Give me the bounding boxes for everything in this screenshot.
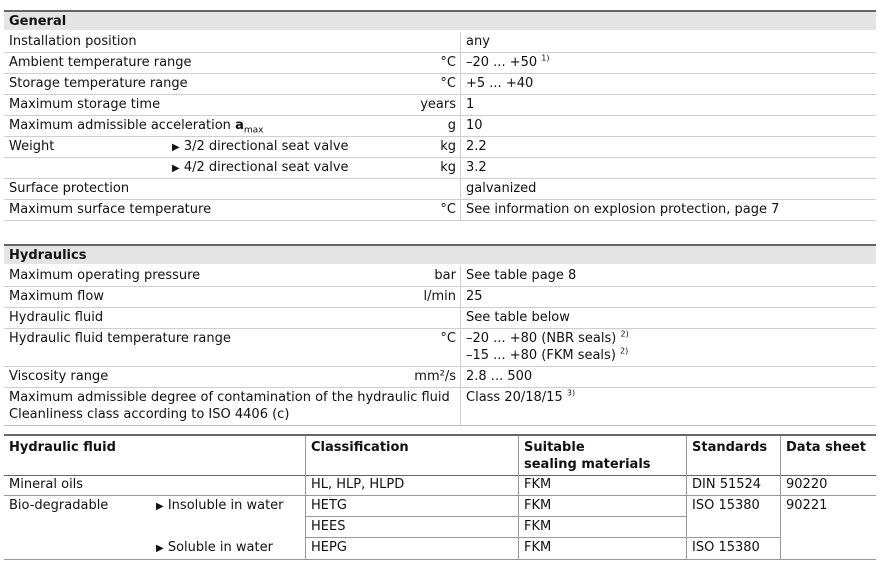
spec-value: –20 ... +50 $^{1)}$ bbox=[466, 53, 550, 70]
table-cell: ISO 15380 bbox=[692, 498, 760, 513]
spec-label: Surface protection bbox=[9, 181, 130, 196]
table-cell: FKM bbox=[524, 519, 552, 534]
table-cell: DIN 51524 bbox=[692, 477, 762, 492]
spec-row bbox=[4, 53, 876, 74]
spec-label: Installation position bbox=[9, 34, 137, 49]
triangle-bullet-icon: ▶ bbox=[172, 142, 180, 153]
table-cell: HETG bbox=[311, 498, 348, 513]
column-header: Hydraulic fluid bbox=[9, 440, 116, 455]
spec-row bbox=[4, 137, 876, 158]
hydraulics-section-header bbox=[4, 244, 876, 264]
spec-value: Class 20/18/15 $^{3)}$ bbox=[466, 388, 576, 405]
spec-unit: °C bbox=[440, 76, 456, 91]
spec-label: Hydraulic fluid bbox=[9, 310, 104, 325]
table-cell: ▶ Soluble in water bbox=[156, 540, 273, 555]
spec-row bbox=[4, 367, 876, 388]
triangle-bullet-icon: ▶ bbox=[172, 163, 180, 174]
footnote-marker: 2) bbox=[620, 329, 629, 339]
column-header: Suitable sealing materials bbox=[524, 440, 651, 472]
spec-value: –20 ... +80 (NBR seals) $^{2)}$ bbox=[466, 329, 629, 346]
spec-label: Cleanliness class according to ISO 4406 (c) bbox=[9, 407, 290, 422]
spec-row bbox=[4, 308, 876, 329]
column-header: Data sheet bbox=[786, 440, 866, 455]
spec-row bbox=[4, 388, 876, 426]
spec-row bbox=[4, 158, 876, 179]
spec-unit: kg bbox=[440, 139, 456, 154]
table-row bbox=[4, 538, 876, 559]
table-cell: Bio-degradable bbox=[9, 498, 109, 513]
spec-value: 1 bbox=[466, 97, 475, 112]
spec-row bbox=[4, 32, 876, 53]
spec-row bbox=[4, 329, 876, 367]
column-header: Classification bbox=[311, 440, 409, 455]
spec-label: Maximum admissible degree of contamination of the hydraulic fluid bbox=[9, 390, 450, 405]
spec-sublabel: ▶ 4/2 directional seat valve bbox=[172, 160, 349, 175]
spec-value: any bbox=[466, 34, 490, 49]
table-cell: FKM bbox=[524, 477, 552, 492]
spec-row bbox=[4, 95, 876, 116]
column-header: Standards bbox=[692, 440, 768, 455]
table-cell: HEES bbox=[311, 519, 346, 534]
spec-value: See information on explosion protection, page 7 bbox=[466, 202, 780, 217]
spec-value: See table page 8 bbox=[466, 268, 577, 283]
spec-unit: °C bbox=[440, 55, 456, 70]
spec-unit: °C bbox=[440, 202, 456, 217]
spec-value: See table below bbox=[466, 310, 570, 325]
triangle-bullet-icon: ▶ bbox=[156, 543, 164, 554]
table-cell: FKM bbox=[524, 540, 552, 555]
footnote-marker: 2) bbox=[620, 346, 629, 356]
spec-unit: °C bbox=[440, 331, 456, 346]
table-cell: FKM bbox=[524, 498, 552, 513]
spec-sublabel: ▶ 3/2 directional seat valve bbox=[172, 139, 349, 154]
spec-unit: l/min bbox=[423, 289, 456, 304]
spec-row bbox=[4, 287, 876, 308]
spec-unit: g bbox=[447, 118, 456, 133]
spec-row bbox=[4, 266, 876, 287]
spec-unit: years bbox=[420, 97, 456, 112]
triangle-bullet-icon: ▶ bbox=[156, 501, 164, 512]
spec-label: Weight bbox=[9, 139, 55, 154]
spec-row bbox=[4, 179, 876, 200]
spec-value: 2.2 bbox=[466, 139, 487, 154]
table-cell: 90221 bbox=[786, 498, 828, 513]
table-cell: Mineral oils bbox=[9, 477, 84, 492]
spec-value: 10 bbox=[466, 118, 483, 133]
table-cell: 90220 bbox=[786, 477, 828, 492]
general-title: General bbox=[9, 14, 67, 29]
table-cell: ▶ Insoluble in water bbox=[156, 498, 284, 513]
spec-label: Viscosity range bbox=[9, 369, 109, 384]
table-row bbox=[4, 517, 876, 538]
table-cell: ISO 15380 bbox=[692, 540, 760, 555]
hydraulics-title: Hydraulics bbox=[9, 248, 87, 263]
spec-value: –15 ... +80 (FKM seals) $^{2)}$ bbox=[466, 346, 629, 363]
spec-value: 25 bbox=[466, 289, 483, 304]
spec-label: Maximum operating pressure bbox=[9, 268, 201, 283]
spec-label: Maximum flow bbox=[9, 289, 104, 304]
general-section-header bbox=[4, 10, 876, 30]
spec-row bbox=[4, 200, 876, 221]
table-cell: HEPG bbox=[311, 540, 347, 555]
footnote-marker: 3) bbox=[566, 388, 576, 398]
spec-unit: mm²/s bbox=[414, 369, 456, 384]
footnote-marker: 1) bbox=[541, 53, 550, 63]
spec-label: Maximum admissible acceleration $a_{max}$ bbox=[9, 118, 264, 136]
spec-row bbox=[4, 74, 876, 95]
table-row bbox=[4, 475, 876, 496]
spec-value: galvanized bbox=[466, 181, 537, 196]
spec-label: Ambient temperature range bbox=[9, 55, 192, 70]
spec-label: Maximum storage time bbox=[9, 97, 161, 112]
spec-label: Hydraulic fluid temperature range bbox=[9, 331, 231, 346]
spec-row bbox=[4, 116, 876, 137]
spec-label: Maximum surface temperature bbox=[9, 202, 212, 217]
spec-value: 3.2 bbox=[466, 160, 487, 175]
spec-value: 2.8 ... 500 bbox=[466, 369, 533, 384]
spec-value: +5 ... +40 bbox=[466, 76, 534, 91]
table-cell: HL, HLP, HLPD bbox=[311, 477, 405, 492]
table-row bbox=[4, 496, 876, 517]
fluid-table-header bbox=[4, 434, 876, 476]
spec-unit: bar bbox=[434, 268, 456, 283]
spec-label: Storage temperature range bbox=[9, 76, 188, 91]
spec-unit: kg bbox=[440, 160, 456, 175]
